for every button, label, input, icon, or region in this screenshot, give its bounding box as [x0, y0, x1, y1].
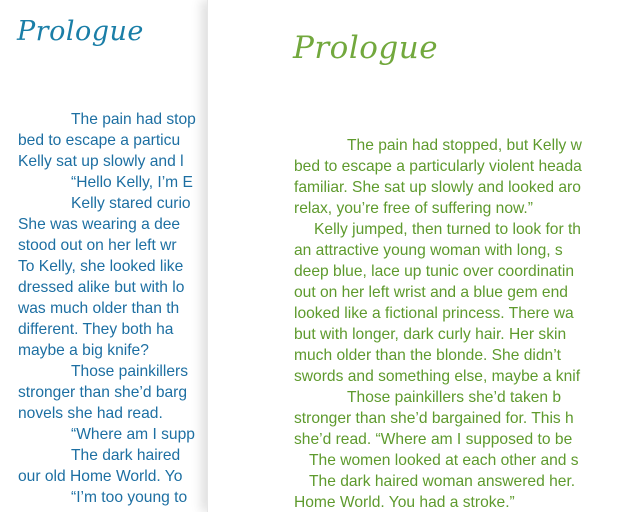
- text-line: She was wearing a dee: [18, 216, 181, 233]
- text-line: an attractive young woman with long, s: [294, 242, 563, 259]
- page-title: Prologue: [293, 30, 439, 66]
- text-line: familiar. She sat up slowly and looked aro: [294, 179, 581, 196]
- text-line: swords and something else, maybe a knif: [294, 368, 581, 385]
- text-line: dressed alike but with lo: [18, 279, 185, 296]
- text-line: novels she had read.: [18, 405, 163, 422]
- text-line: looked like a fictional princess. There wa: [294, 305, 574, 322]
- text-line: stood out on her left wr: [18, 237, 177, 254]
- text-line: relax, you’re free of suffering now.”: [294, 200, 533, 217]
- text-line: deep blue, lace up tunic over coordinatin: [294, 263, 575, 280]
- text-line: Those painkillers: [71, 363, 189, 380]
- text-line: The dark haired woman answered her.: [309, 473, 576, 490]
- text-line: was much older than th: [18, 300, 180, 317]
- text-line: our old Home World. Yo: [18, 468, 183, 485]
- text-line: Kelly sat up slowly and l: [18, 153, 184, 170]
- text-line: “Hello Kelly, I’m E: [71, 174, 193, 191]
- text-line: stronger than she’d barg: [18, 384, 188, 401]
- text-line: Those painkillers she’d taken b: [347, 389, 562, 406]
- text-line: Kelly stared curio: [71, 195, 191, 212]
- text-line: bed to escape a particularly violent heada: [294, 158, 582, 175]
- text-line: The pain had stopped, but Kelly w: [347, 137, 582, 154]
- text-line: stronger than she’d bargained for. This h: [294, 410, 574, 427]
- text-line: much older than the blonde. She didn’t: [294, 347, 562, 364]
- text-line: she’d read. “Where am I supposed to be: [294, 431, 573, 448]
- text-line: Kelly jumped, then turned to look for th: [314, 221, 581, 238]
- previous-page[interactable]: [0, 0, 210, 512]
- text-line: different. They both ha: [18, 321, 174, 338]
- text-line: “Where am I supp: [71, 426, 195, 443]
- text-line: Home World. You had a stroke.”: [294, 494, 515, 511]
- text-line: maybe a big knife?: [18, 342, 149, 359]
- page-title: Prologue: [17, 16, 144, 47]
- current-page[interactable]: [207, 0, 620, 512]
- text-line: To Kelly, she looked like: [18, 258, 184, 275]
- text-line: The women looked at each other and s: [309, 452, 579, 469]
- text-line: “I’m too young to: [71, 489, 188, 506]
- text-line: The pain had stop: [71, 111, 196, 128]
- text-line: out on her left wrist and a blue gem end: [294, 284, 568, 301]
- text-line: The dark haired: [71, 447, 181, 464]
- text-line: bed to escape a particu: [18, 132, 181, 149]
- text-line: but with longer, dark curly hair. Her skin: [294, 326, 567, 343]
